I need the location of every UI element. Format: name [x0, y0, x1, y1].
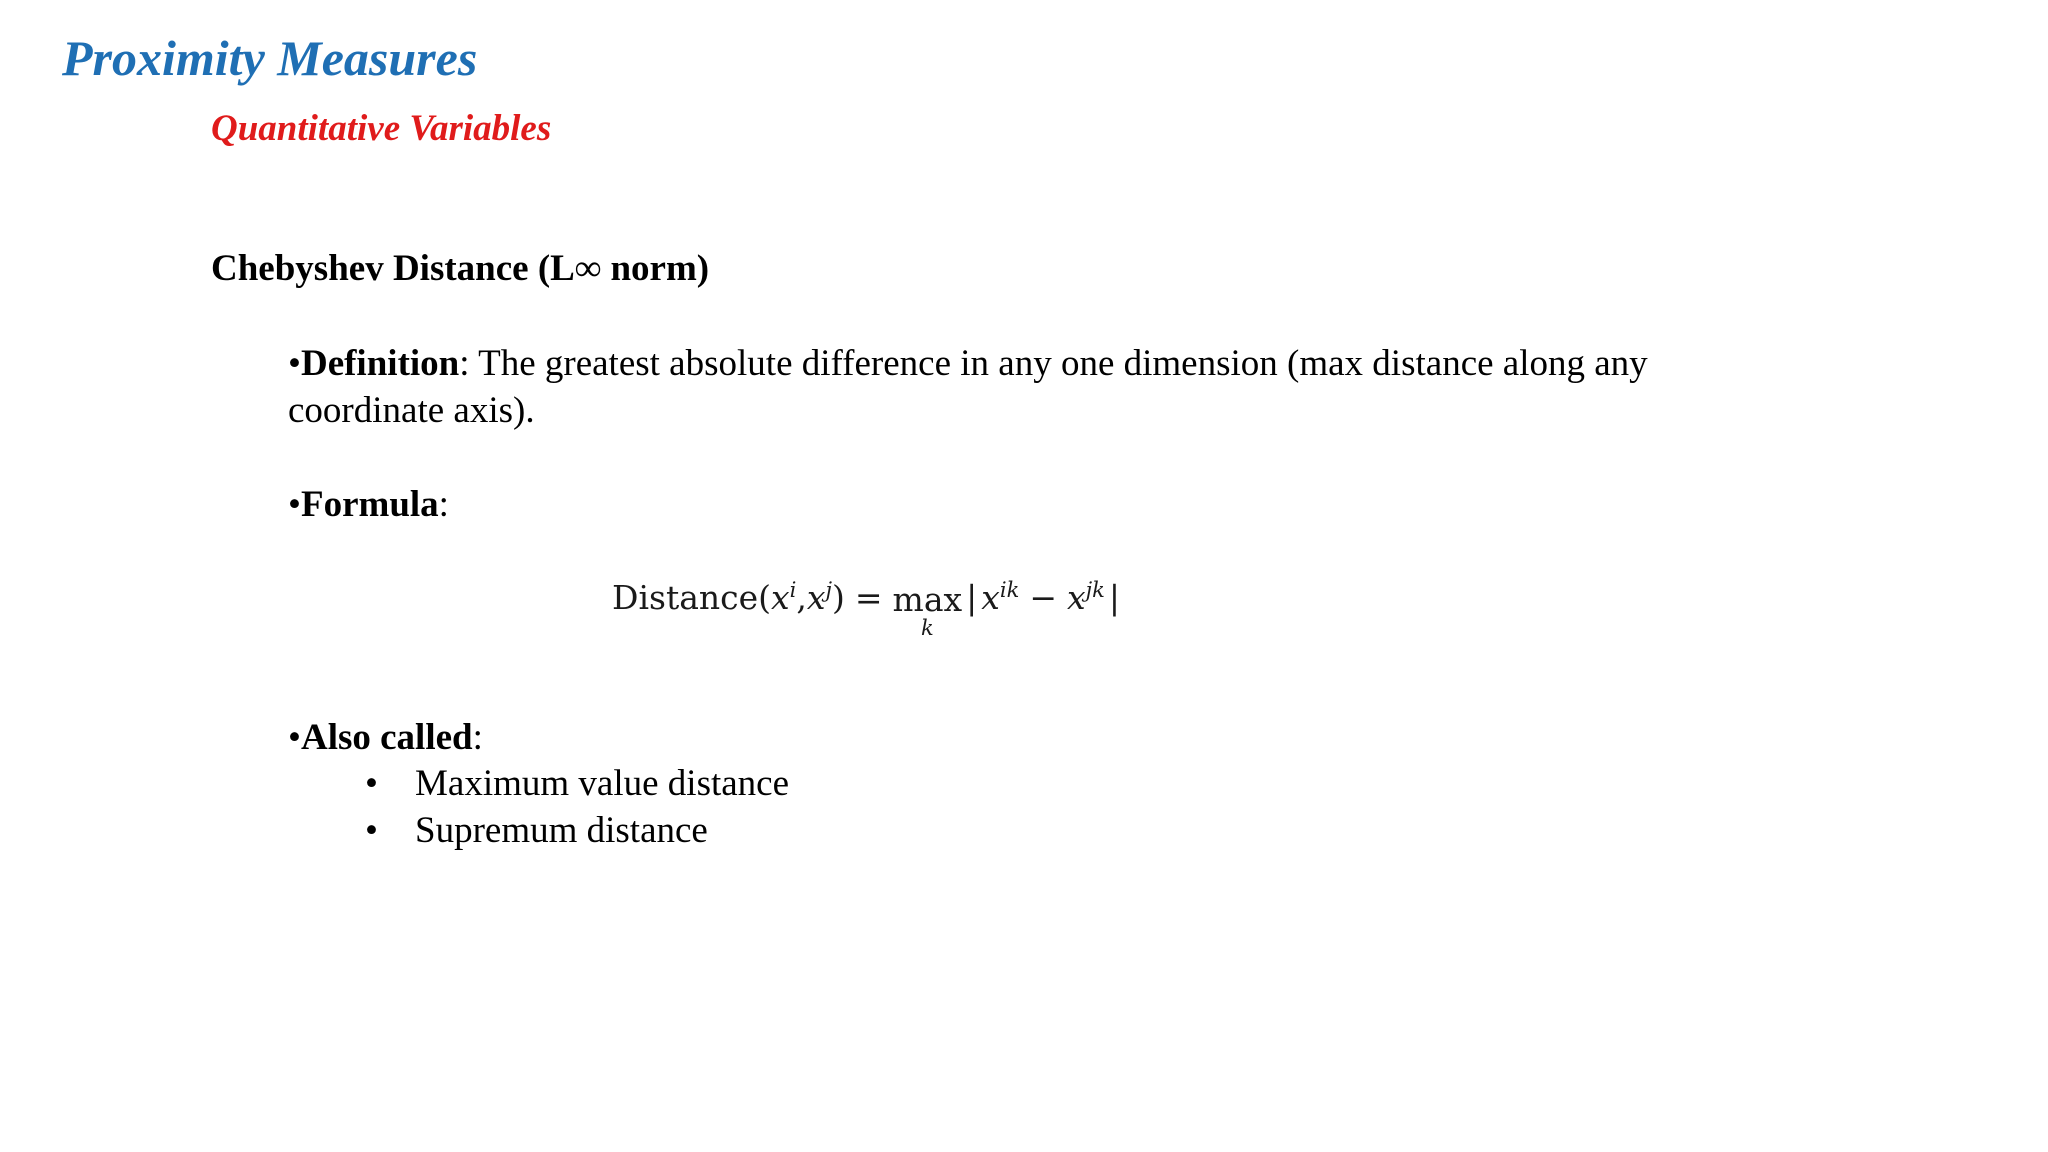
- bullet: •: [288, 343, 301, 384]
- chebyshev-formula: [612, 578, 1124, 648]
- formula-lhs: Distance(: [612, 578, 772, 617]
- definition-label: Definition: [300, 343, 460, 384]
- formula-var-x: x: [771, 578, 790, 617]
- formula-label-suffix: :: [438, 484, 449, 525]
- bullet: •: [288, 484, 301, 525]
- formula-comma: ,: [796, 578, 807, 617]
- slide-subtitle: Quantitative Variables: [211, 108, 552, 149]
- formula-sub-j: j: [825, 578, 833, 602]
- formula-equals: =: [854, 578, 883, 617]
- formula-var-x: x: [981, 578, 1000, 617]
- formula-sub-jk: jk: [1085, 578, 1105, 602]
- formula-item: [288, 481, 449, 528]
- list-item-text: Maximum value distance: [415, 763, 790, 804]
- formula-var-x: x: [806, 578, 826, 617]
- formula-sub-ik: ik: [999, 578, 1020, 602]
- section-heading: Chebyshev Distance (L∞ norm): [211, 248, 710, 289]
- formula-var-x: x: [1066, 578, 1086, 617]
- also-called-label: Also called: [300, 717, 473, 758]
- definition-text: : The greatest absolute difference in any one dimension (max distance along any coordinate axis).: [288, 343, 1648, 431]
- definition-item: [288, 340, 1748, 434]
- formula-abs-close: |: [1108, 578, 1120, 617]
- slide-title: Proximity Measures: [62, 30, 478, 86]
- formula-minus: −: [1029, 578, 1057, 617]
- list-item: [365, 760, 789, 807]
- formula-close-paren: ): [832, 578, 845, 617]
- list-item: [365, 807, 789, 854]
- also-called-item: [288, 714, 483, 761]
- formula-abs-open: |: [966, 578, 978, 617]
- also-called-suffix: :: [472, 717, 483, 758]
- bullet: •: [365, 810, 378, 851]
- bullet: •: [288, 717, 301, 758]
- formula-max-operator: [892, 580, 963, 640]
- bullet: •: [365, 763, 378, 804]
- formula-max: max: [892, 580, 963, 619]
- formula-max-index: k: [920, 616, 934, 640]
- formula-label: Formula: [300, 484, 439, 525]
- also-called-list: [365, 760, 789, 854]
- formula-sub-i: i: [789, 578, 797, 602]
- list-item-text: Supremum distance: [415, 810, 708, 851]
